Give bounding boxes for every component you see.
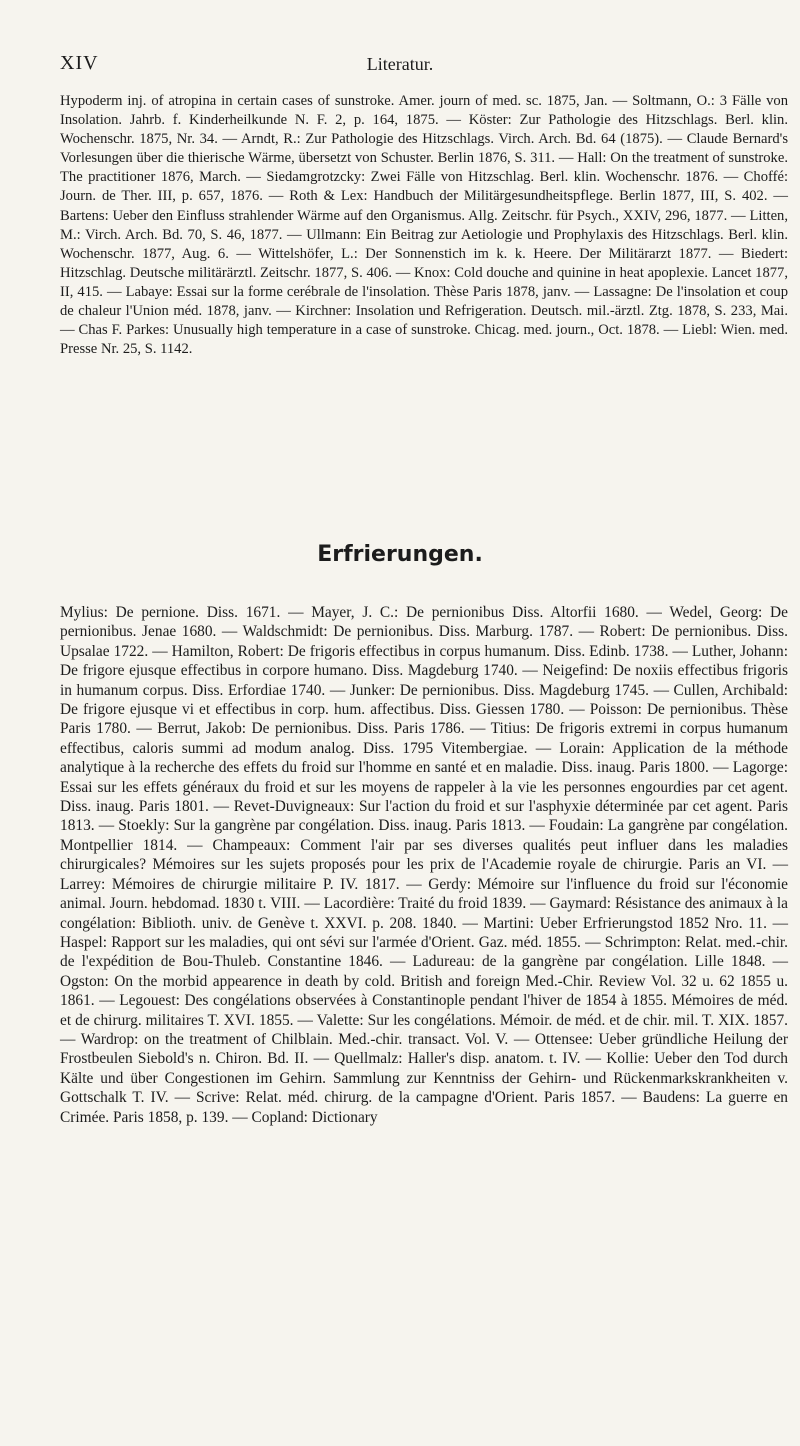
section-heading: Erfrierungen.	[317, 542, 483, 567]
bibliography-erfrierungen: Mylius: De pernione. Diss. 1671. — Mayer, J. C.: De pernionibus Diss. Altorfii 1680. — Wedel, Georg: De pernionibus. Jenae 1680. — Waldschmidt: De pernionibus. Diss. Marburg. 1787. — Robert: De pernionibus. Diss. Upsalae 1722. — Hamilton, Robert: De frigoris effectibus in corpus humanum. Diss. Edinb. 1738. — Luther, Johann: De frigore ejusque effectibus in corpore humano. Diss. Magdeburg 1740. — Neigefind: De noxiis effectibus frigoris in humanum corpus. Diss. Erfordiae 1740. — Junker: De pernionibus. Diss. Magdeburg 1745. — Cullen, Archibald: De frigore ejusque vi et effectibus in corp. hum. affectibus. Diss. Giessen 1780. — Poisson: De pernionibus. Thèse Paris 1780. — Berrut, Jakob: De pernionibus. Diss. Paris 1786. — Titius: De frigoris extremi in corpus humanum effectibus, caloris summi ad modum analog. Diss. 1795 Vitembergiae. — Lorain: Application de la méthode analytique à la recherche des effets du froid sur l'homme en santé et en maladie. Diss. inaug. Paris 1800. — Lagorge: Essai sur les effets généraux du froid et sur les moyens de rappeler à la vie les personnes engourdies par cet agent. Diss. inaug. Paris 1801. — Revet-Duvigneaux: Sur l'action du froid et sur l'asphyxie déterminée par cet agent. Paris 1813. — Stoekly: Sur la gangrène par congélation. Diss. inaug. Paris 1813. — Foudain: La gangrène par congélation. Montpellier 1814. — Champeaux: Comment l'air par ses diverses qualités peut influer dans les maladies chirurgicales? Mémoires sur les sujets proposés pour les prix de l'Academie royale de chirurgie. Paris an VI. — Larrey: Mémoires de chirurgie militaire P. IV. 1817. — Gerdy: Mémoire sur l'influence du froid sur l'économie animal. Journ. hebdomad. 1830 t. VIII. — Lacordière: Traité du froid 1839. — Gaymard: Résistance des animaux à la congélation: Biblioth. univ. de Genève t. XXVI. p. 208. 1840. — Martini: Ueber Erfrierungstod 1852 Nro. 11. — Haspel: Rapport sur les maladies, qui ont sévi sur l'armée d'Orient. Gaz. méd. 1855. — Schrimpton: Relat. med.-chir. de l'expédition de Bou-Thuleb. Constantine 1846. — Ladureau: de la gangrène par congélation. Lille 1848. — Ogston: On the morbid appearence in death by cold. British and foreign Med.-Chir. Review Vol. 32 u. 62 1855 u. 1861. — Legouest: Des congélations observées à Constantinople pendant l'hiver de 1854 à 1855. Mémoires de méd. et de chirurg. militaires T. XVI. 1855. — Valette: Sur les congélations. Mémoir. de méd. et de chir. mil. T. XIX. 1857. — Wardrop: on the treatment of Chilblain. Med.-chir. transact. Vol. V. — Ottensee: Ueber gründliche Heilung der Frostbeulen Siebold's n. Chiron. Bd. II. — Quellmalz: Haller's disp. anatom. t. IV. — Kollie: Ueber den Tod durch Kälte und über Congestionen im Gehirn. Sammlung zur Kenntniss der Gehirn- und Rückenmarkskrankheiten v. Gottschalk T. IV. — Scrive: Relat. méd. chirurg. de la campagne d'Orient. Paris 1857. — Baudens: La guerre en Crimée. Paris 1858, p. 139. — Copland: Dictionary	[60, 604, 788, 1126]
bibliography-insolation: Hypoderm inj. of atropina in certain cases of sunstroke. Amer. journ of med. sc. 1875, Jan. — Soltmann, O.: 3 Fälle von Insolation. Jahrb. f. Kinderheilkunde N. F. 2, p. 164, 1875. — Köster: Zur Pathologie des Hitzschlags. Berl. klin. Wochenschr. 1875, Nr. 34. — Arndt, R.: Zur Pathologie des Hitzschlags. Virch. Arch. Bd. 64 (1875). — Claude Bernard's Vorlesungen über die thierische Wärme, übersetzt von Schuster. Berlin 1876, S. 311. — Hall: On the treatment of sunstroke. The practitioner 1876, March. — Siedamgrotzcky: Zwei Fälle von Hitzschlag. Berl. klin. Wochenschr. 1876. — Choffé: Journ. de Ther. III, p. 657, 1876. — Roth & Lex: Handbuch der Militärgesundheitspflege. Berlin 1877, III, S. 402. — Bartens: Ueber den Einfluss strahlender Wärme auf den Organismus. Allg. Zeitschr. für Psych., XXIV, 296, 1877. — Litten, M.: Virch. Arch. Bd. 70, S. 46, 1877. — Ullmann: Ein Beitrag zur Aetiologie und Prophylaxis des Hitzschlags. Berl. klin. Wochenschr. 1877, Aug. 6. — Wittelshöfer, L.: Der Sonnenstich im k. k. Heere. Der Militärarzt 1877. — Biedert: Hitzschlag. Deutsche militärärztl. Zeitschr. 1877, S. 406. — Knox: Cold douche and quinine in heat apoplexie. Lancet 1877, II, 415. — Labaye: Essai sur la forme cerébrale de l'insolation. Thèse Paris 1878, janv. — Lassagne: De l'insolation et coup de chaleur l'Union méd. 1878, janv. — Kirchner: Insolation und Refrigeration. Deutsch. mil.-ärztl. Ztg. 1878, S. 233, Mai. — Chas F. Parkes: Unusually high temperature in a case of sunstroke. Chicag. med. journ., Oct. 1878. — Liebl: Wien. med. Presse Nr. 25, S. 1142.	[60, 93, 788, 358]
running-head: Literatur.	[366, 54, 434, 74]
page-number: XIV	[60, 52, 99, 74]
page-header	[0, 52, 800, 82]
